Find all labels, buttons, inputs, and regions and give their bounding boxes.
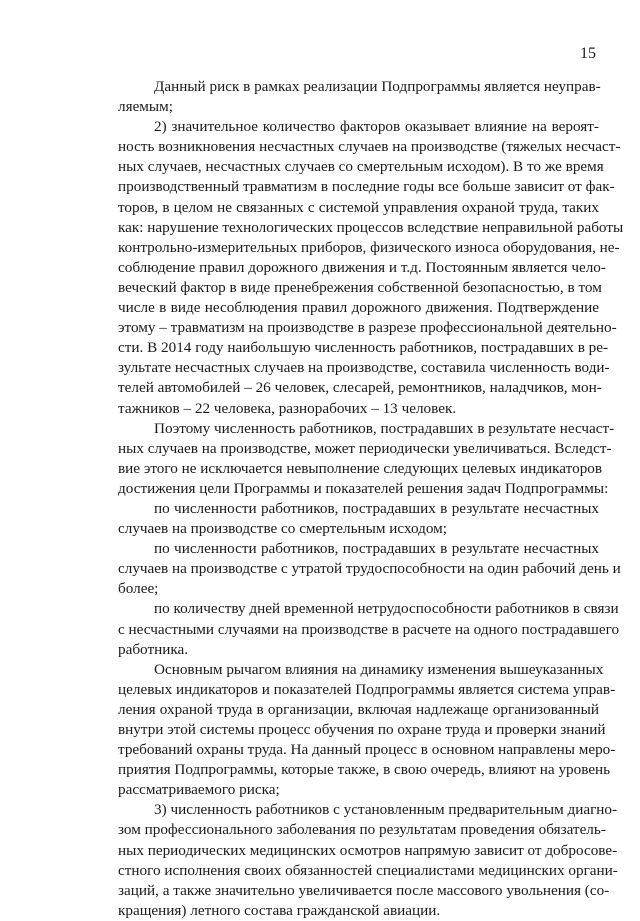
text-line: целевых индикаторов и показателей Подпрограммы является система управ- — [118, 680, 616, 698]
text-line: приятия Подпрограммы, которые также, в свою очередь, влияют на уровень — [118, 761, 611, 779]
text-line: сти. В 2014 году наибольшую численность работников, пострадавших в ре- — [118, 339, 609, 357]
text-line: Основным рычагом влияния на динамику изменения вышеуказанных — [154, 660, 604, 678]
text-line: кращения) летного состава гражданской авиации. — [118, 901, 441, 919]
text-line: достижения цели Программы и показателей решения задач Подпрограммы: — [118, 479, 609, 497]
text-line: числе в виде несоблюдения правил дорожного движения. Подтверждение — [118, 299, 599, 317]
text-line: 2) значительное количество факторов оказывает влияние на вероят- — [154, 118, 599, 136]
text-line: телей автомобилей – 26 человек, слесарей, ремонтников, наладчиков, мон- — [118, 379, 602, 397]
text-line: зом профессионального заболевания по результатам проведения обязатель- — [118, 821, 606, 839]
text-line: Поэтому численность работников, пострадавших в результате несчаст- — [154, 419, 615, 437]
text-line: ления охраной труда в организации, включая надлежаще организованный — [118, 700, 599, 718]
text-line: этому – травматизм на производстве в разрезе профессиональной деятельно- — [118, 319, 617, 337]
text-line: ных периодических медицинских осмотров напрямую зависит от добросове- — [118, 841, 618, 859]
text-line: более; — [118, 580, 159, 598]
text-line: тажников – 22 человека, разнорабочих – 13 человек. — [118, 399, 457, 417]
text-line: по количеству дней временной нетрудоспособности работников в связи — [154, 600, 619, 618]
text-line: рассматриваемого риска; — [118, 781, 280, 799]
text-line: зультате несчастных случаев на производстве, составила численность води- — [118, 359, 610, 377]
text-line: по численности работников, пострадавших в результате несчастных — [154, 540, 599, 558]
text-line: требований охраны труда. На данный процесс в основном направлены меро- — [118, 741, 616, 759]
text-line: с несчастными случаями на производстве в расчете на одного пострадавшего — [118, 620, 620, 638]
text-line: соблюдение правил дорожного движения и т.д. Постоянным является чело- — [118, 258, 606, 276]
text-line: заций, а также значительно увеличивается после массового увольнения (со- — [118, 881, 610, 899]
text-line: внутри этой системы процесс обучения по охране труда и проверки знаний — [118, 721, 606, 738]
text-line: случаев на производстве со смертельным исходом; — [118, 520, 447, 538]
text-line: ных случаев, несчастных случаев со смертельным исходом). В то же время — [118, 158, 604, 176]
text-line: ных случаев на производстве, может периодически увеличиваться. Вследст- — [118, 439, 612, 457]
text-line: производственный травматизм в последние годы все больше зависит от фак- — [118, 178, 615, 196]
text-line: ность возникновения несчастных случаев на производстве (тяжелых несчаст- — [118, 138, 621, 156]
text-line: веческий фактор в виде пренебрежения собственной безопасностью, в том — [118, 278, 602, 296]
text-line: Данный риск в рамках реализации Подпрограммы является неуправ- — [154, 78, 601, 95]
text-line: работника. — [118, 640, 189, 658]
page-number: 15 — [580, 45, 596, 62]
text-line: 3) численность работников с установленным предварительным диагно- — [154, 801, 618, 819]
text-line: торов, в целом не связанных с системой управления охраной труда, таких — [118, 198, 599, 216]
text-line: вие этого не исключается невыполнение следующих целевых индикаторов — [118, 459, 603, 477]
body-text — [118, 77, 624, 921]
text-line: ляемым; — [118, 98, 173, 116]
text-line: контрольно-измерительных приборов, физического износа оборудования, не- — [118, 238, 620, 256]
text-line: случаев на производстве с утратой трудоспособности на один рабочий день и — [118, 560, 621, 578]
text-line: по численности работников, пострадавших в результате несчастных — [154, 499, 599, 517]
text-line: как: нарушение технологических процессов вследствие неправильной работы — [118, 218, 624, 236]
text-line: стного исполнения своих обязанностей специалистами медицинских органи- — [118, 861, 618, 879]
